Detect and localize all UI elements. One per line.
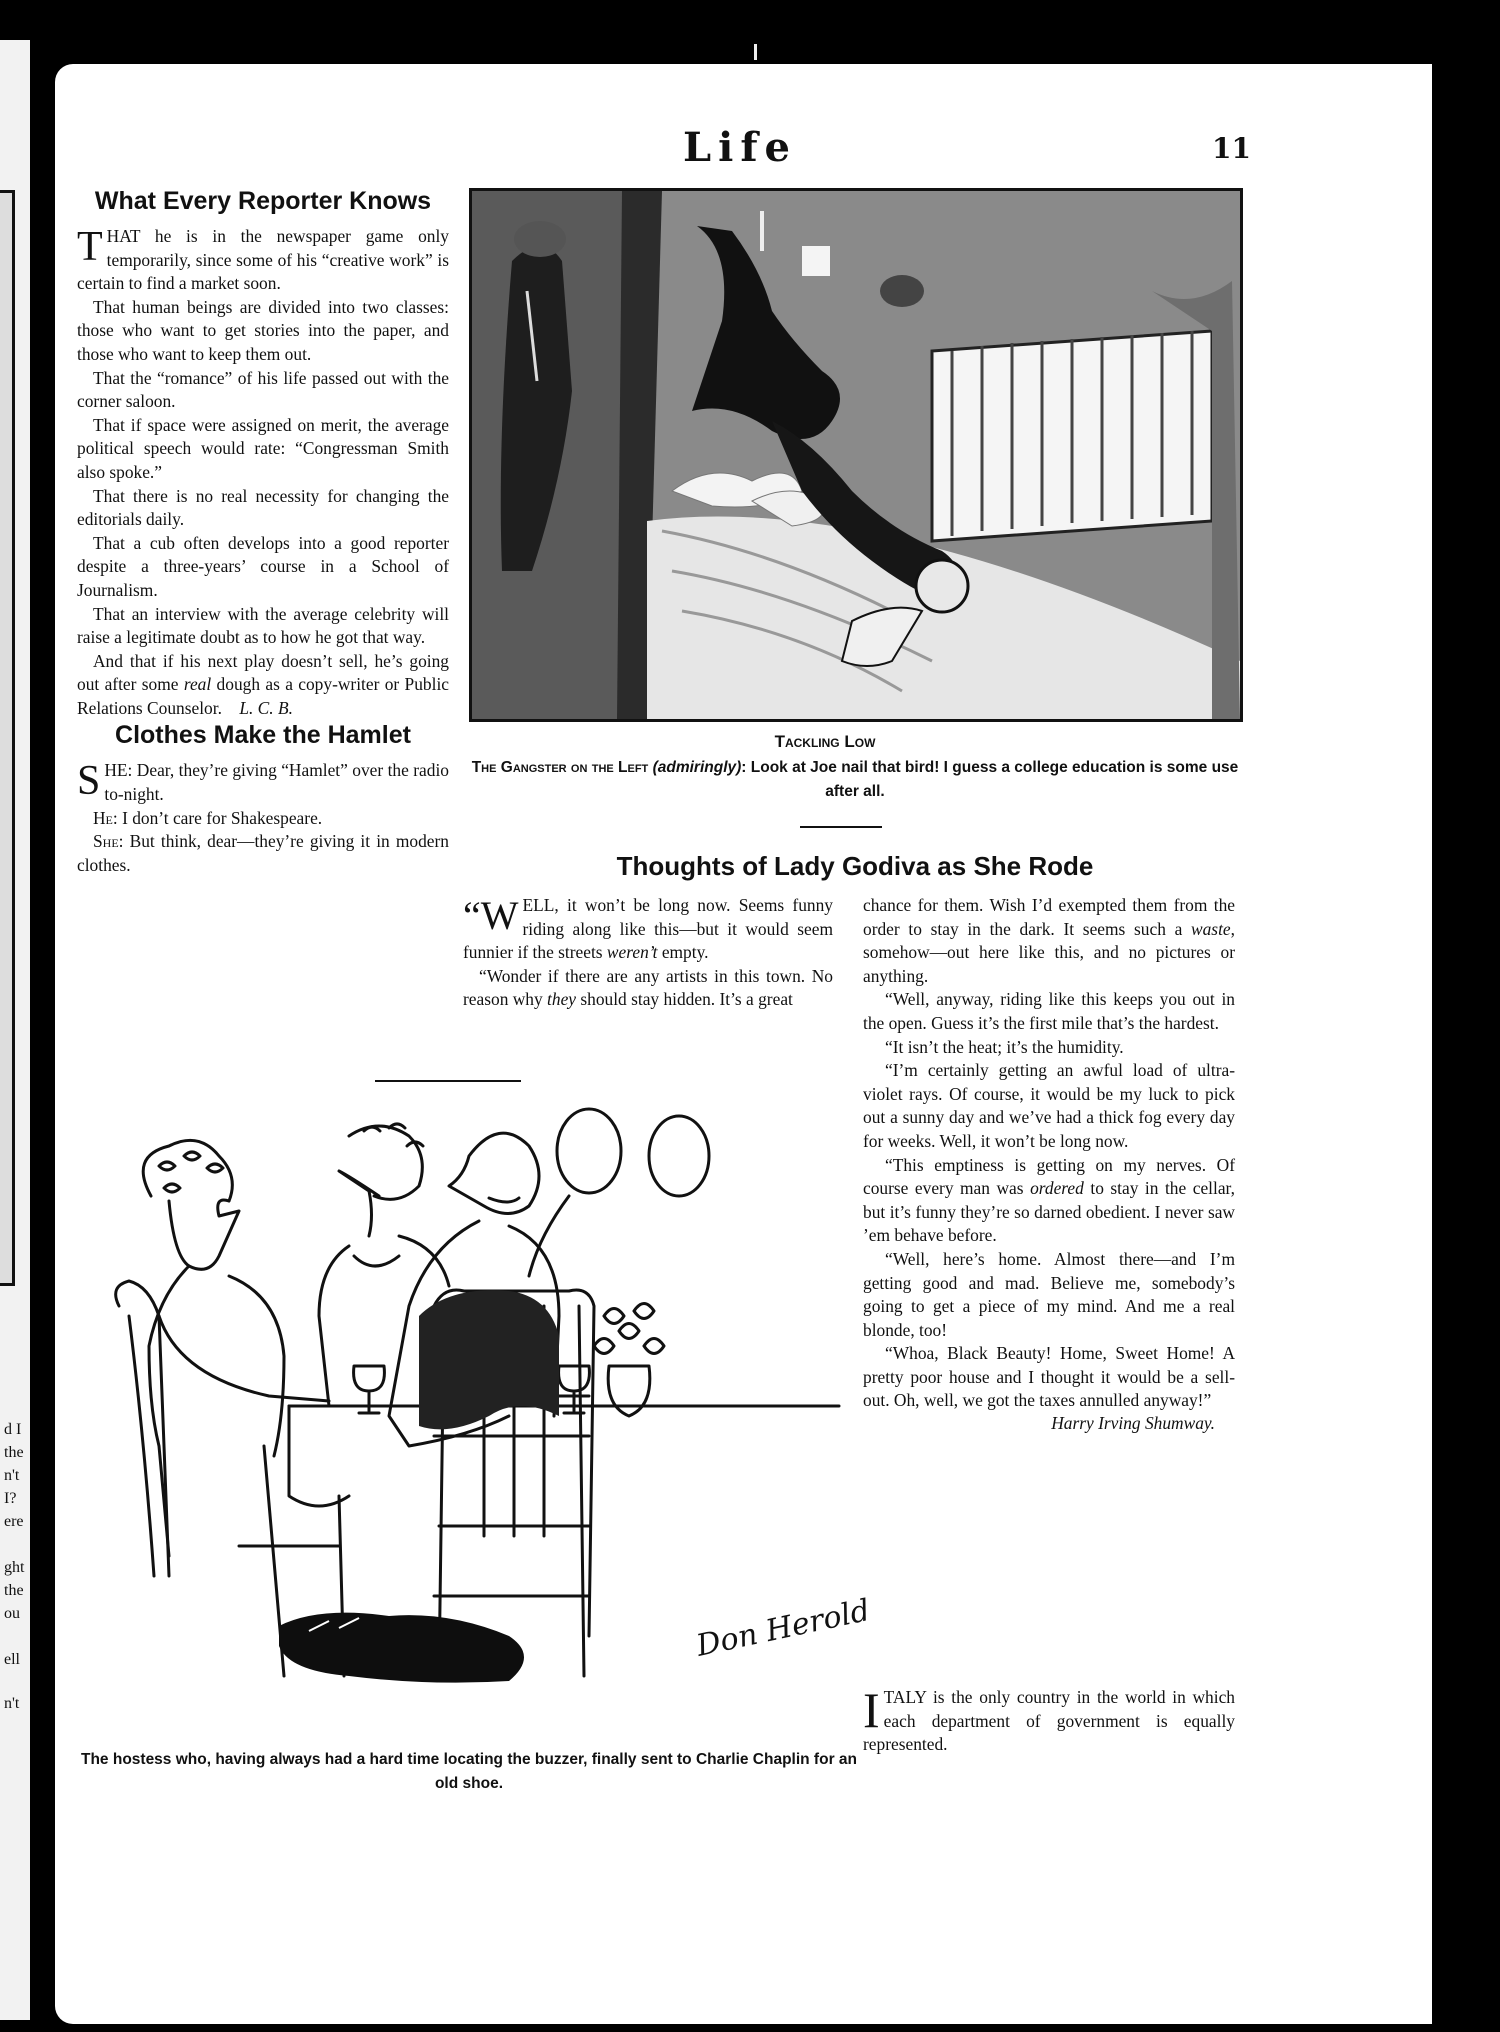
article-signature: Harry Irving Shumway.	[1051, 1413, 1215, 1434]
adjacent-text-fragment: the	[4, 1582, 24, 1599]
article-paragraph: ITALY is the only country in the world in which each department of government is equally represented.	[863, 1682, 1235, 1755]
adjacent-text-fragment: ou	[4, 1605, 20, 1622]
hostess-cartoon	[89, 1116, 873, 1732]
article-paragraph: “Whoa, Black Beauty! Home, Sweet Home! A pretty poor house and I thought it would be a sell-out. Oh, well, we got the taxes annulled anyway!”	[863, 1343, 1235, 1411]
cartoon-title: Tackling Low	[774, 732, 876, 751]
hostess-drawing	[89, 1116, 873, 1732]
article-title-hamlet: Clothes Make the Hamlet	[115, 721, 411, 750]
section-divider	[375, 1080, 521, 1082]
article-paragraph: “Wonder if there are any artists in this town. No reason why they should stay hidden. It’s a great	[463, 965, 833, 1010]
adjacent-text-fragment: I?	[4, 1490, 17, 1507]
godiva-column-2	[863, 894, 1235, 1434]
italy-filler	[863, 1682, 1235, 1757]
article-paragraph: “This emptiness is getting on my nerves. Of course every man was ordered to stay in the cellar, but it’s funny they’re so darned obedient. I never saw ’em behave before.	[863, 1154, 1235, 1246]
artist-signature: Don Herold	[693, 1592, 873, 1664]
dialogue-line: He: I don’t care for Shakespeare.	[93, 807, 323, 828]
article-paragraph: And that if his next play doesn’t sell, he’s going out after some real dough as a copy-writer or Public Relations Counselor. L. C. B.	[77, 650, 450, 718]
article-paragraph: That there is no real necessity for changing the editorials daily.	[77, 485, 449, 530]
article-paragraph: That an interview with the average celebrity will raise a legitimate doubt as to how he got that way.	[77, 603, 449, 648]
scan-mark	[754, 44, 757, 60]
section-divider	[800, 826, 882, 828]
masthead: Life	[683, 124, 797, 171]
adjacent-text-fragment: n't	[4, 1467, 20, 1484]
drop-cap: “W	[463, 893, 519, 938]
godiva-column-1	[463, 894, 833, 1012]
article-paragraph: “I’m certainly getting an awful load of ultra-violet rays. Of course, it would be my luck to pick out a sunny day and we’ve had a thick fog every day for weeks. Well, it won’t be long now.	[863, 1060, 1235, 1151]
dialogue-line: She: But think, dear—they’re giving it in modern clothes.	[77, 831, 449, 875]
left-column	[77, 186, 449, 877]
adjacent-text-fragment: n't	[4, 1695, 20, 1712]
cartoon-caption: The Gangster on the Left (admiringly): Look at Joe nail that bird! I guess a college education is some use after all.	[471, 759, 1239, 800]
cartoon-caption-hostess: The hostess who, having always had a hard time locating the buzzer, finally sent to Charlie Chaplin for an old shoe.	[80, 1751, 857, 1792]
article-title-godiva: Thoughts of Lady Godiva as She Rode	[616, 851, 1094, 881]
tackling-low-illustration	[469, 188, 1243, 722]
article-paragraph: chance for them. Wish I’d exempted them from the order to stay in the dark. It seems such a waste, somehow—out here like this, and no pictures or anything.	[863, 895, 1235, 986]
tackling-low-drawing	[472, 191, 1240, 719]
drop-cap: I	[863, 1682, 880, 1738]
article-title-reporter: What Every Reporter Knows	[94, 187, 432, 215]
magazine-page	[55, 64, 1432, 2024]
article-signature: L. C. B.	[239, 697, 293, 718]
drop-cap: T	[77, 224, 103, 270]
page-number: 11	[1212, 132, 1251, 165]
article-paragraph: “Well, here’s home. Almost there—and I’m getting good and mad. Believe me, somebody’s going to get a piece of my mind. And me a real blonde, too!	[863, 1248, 1235, 1340]
dialogue-line: SHE: Dear, they’re giving “Hamlet” over the radio to-night.	[77, 758, 449, 805]
adjacent-page-strip	[0, 40, 30, 2020]
adjacent-page-illustration-border	[0, 190, 15, 1286]
watermark: comicbooks.com	[1220, 1996, 1414, 2024]
article-paragraph: “It isn’t the heat; it’s the humidity.	[885, 1036, 1124, 1057]
article-paragraph: “Well, anyway, riding like this keeps you out in the open. Guess it’s the first mile that’s the hardest.	[863, 989, 1235, 1033]
article-paragraph: THAT he is in the newspaper game only temporarily, since some of his “creative work” is certain to find a market soon.	[77, 224, 449, 294]
article-paragraph: That a cub often develops into a good reporter despite a three-years’ course in a School of Journalism.	[77, 532, 449, 600]
adjacent-text-fragment: ght	[4, 1559, 25, 1576]
adjacent-text-fragment: the	[4, 1444, 24, 1461]
adjacent-text-fragment: d I	[4, 1421, 22, 1438]
article-paragraph: “WELL, it won’t be long now. Seems funny riding along like this—but it would seem funnier if the streets weren’t empty.	[463, 893, 833, 963]
article-paragraph: That if space were assigned on merit, the average political speech would rate: “Congressman Smith also spoke.”	[77, 414, 449, 482]
article-paragraph: That the “romance” of his life passed out with the corner saloon.	[77, 367, 449, 412]
adjacent-text-fragment: ell	[4, 1651, 20, 1668]
drop-cap: S	[77, 758, 101, 805]
article-paragraph: That human beings are divided into two classes: those who want to get stories into the paper, and those who want to keep them out.	[77, 296, 449, 364]
adjacent-text-fragment: ere	[4, 1513, 24, 1530]
